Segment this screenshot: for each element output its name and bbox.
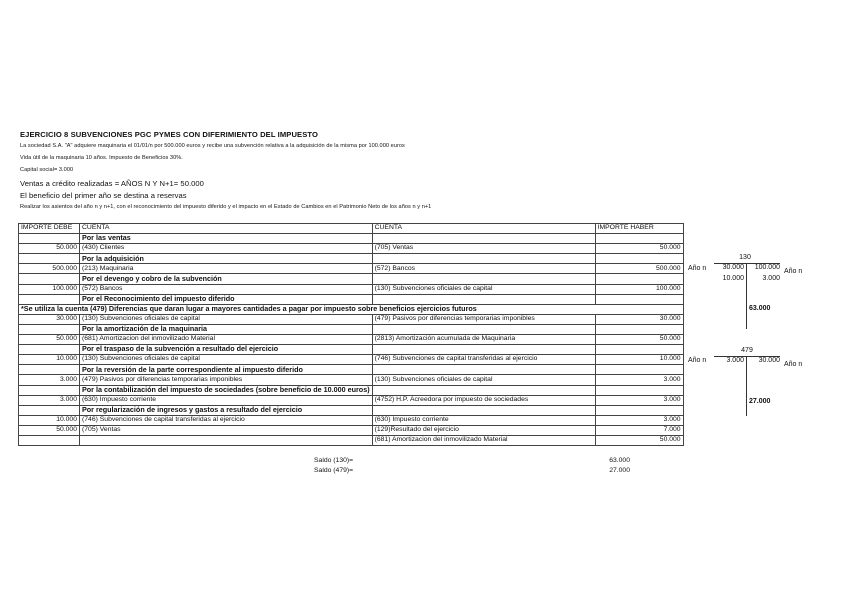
t-debit-value: 10.000 <box>722 275 744 282</box>
table-row <box>19 244 684 254</box>
cell-empty <box>595 234 683 244</box>
cell-empty <box>372 254 595 264</box>
cuenta-debe: (130) Subvenciones oficiales de capital <box>80 314 373 324</box>
section-title: Por la contabilización del impuesto de sociedades (sobre beneficio de 10.000 euros) <box>80 385 373 395</box>
section-title: Por el devengo y cobro de la subvención <box>80 274 373 284</box>
section-title: Por regularización de ingresos y gastos a resultado del ejercicio <box>80 405 373 415</box>
importe-debe: 30.000 <box>19 314 80 324</box>
cell-empty <box>19 294 80 304</box>
cell-empty <box>19 274 80 284</box>
cell-empty <box>372 405 595 415</box>
cuenta-debe: (430) Clientes <box>80 244 373 254</box>
section-row <box>19 324 684 334</box>
table-header-row <box>19 224 684 234</box>
cell-empty <box>595 405 683 415</box>
importe-haber: 7.000 <box>595 425 683 435</box>
t-credit-value: 100.000 <box>754 264 780 271</box>
cuenta-haber: (746) Subvenciones de capital transferidas al ejercicio <box>372 355 595 365</box>
cell-empty <box>372 274 595 284</box>
importe-haber: 3.000 <box>595 375 683 385</box>
saldo-130-value: 63.000 <box>609 457 630 464</box>
cuenta-haber: (2813) Amortización acumulada de Maquinaria <box>372 335 595 345</box>
table-row <box>19 375 684 385</box>
table-row <box>19 425 684 435</box>
section-row <box>19 274 684 284</box>
table-row <box>19 355 684 365</box>
header-importe-haber: IMPORTE HABER <box>595 224 683 234</box>
importe-debe: 50.000 <box>19 335 80 345</box>
table-row <box>19 264 684 274</box>
cell-empty <box>595 365 683 375</box>
table-row <box>19 395 684 405</box>
cell-empty <box>372 345 595 355</box>
saldo-479-value: 27.000 <box>609 467 630 474</box>
cuenta-debe: (705) Ventas <box>80 425 373 435</box>
importe-haber: 50.000 <box>595 335 683 345</box>
table-row <box>19 284 684 294</box>
cuenta-debe: (630) Impuesto corriente <box>80 395 373 405</box>
cell-empty <box>19 385 80 395</box>
importe-debe: 100.000 <box>19 284 80 294</box>
importe-debe: 50.000 <box>19 425 80 435</box>
cell-empty <box>19 324 80 334</box>
t-credit-value: 3.000 <box>762 275 780 282</box>
cuenta-haber: (130) Subvenciones oficiales de capital <box>372 284 595 294</box>
importe-debe: 10.000 <box>19 415 80 425</box>
saldo-479-label: Saldo (479)= <box>314 467 354 474</box>
cell-empty <box>595 385 683 395</box>
cell-empty <box>595 324 683 334</box>
cuenta-debe: (479) Pasivos por diferencias temporarias imponibles <box>80 375 373 385</box>
section-title: Por las ventas <box>80 234 373 244</box>
note-row <box>19 304 684 314</box>
importe-debe <box>19 435 80 445</box>
t-left-label: Año n <box>688 265 707 272</box>
t-account-divider <box>746 263 747 329</box>
intro-line-2: Vida útil de la maquinaria 10 años. Impuesto de Beneficios 30%. <box>20 155 183 161</box>
cell-empty <box>372 365 595 375</box>
t-right-label: Año n <box>784 361 803 368</box>
cell-empty <box>372 294 595 304</box>
importe-debe: 3.000 <box>19 395 80 405</box>
journal-table <box>18 223 684 446</box>
table-row <box>19 415 684 425</box>
importe-haber: 3.000 <box>595 415 683 425</box>
cuenta-haber: (479) Pasivos por diferencias temporarias imponibles <box>372 314 595 324</box>
cell-empty <box>19 234 80 244</box>
importe-haber: 50.000 <box>595 435 683 445</box>
importe-debe: 3.000 <box>19 375 80 385</box>
importe-haber: 100.000 <box>595 284 683 294</box>
cuenta-haber: (130) Subvenciones oficiales de capital <box>372 375 595 385</box>
header-importe-debe: IMPORTE DEBE <box>19 224 80 234</box>
section-row <box>19 365 684 375</box>
cell-empty <box>19 345 80 355</box>
cuenta-haber: (681) Amortizacion del inmovilizado Material <box>372 435 595 445</box>
t-debit-value: 30.000 <box>722 264 744 271</box>
intro-line-1: La sociedad S.A. "A" adquiere maquinaria el 01/01/n por 500.000 euros y recibe una subvención relativa a la adquisición de la misma por 100.000 euros <box>20 143 405 149</box>
section-row <box>19 385 684 395</box>
t-credit-value: 30.000 <box>758 357 780 364</box>
intro-line-6: Realizar los asientos del año n y n+1, con el reconocimiento del impuesto diferido y el impacto en el Estado de Cambios en el Patrimonio Neto de los años n y n+1 <box>20 204 432 210</box>
cuenta-debe: (130) Subvenciones oficiales de capital <box>80 355 373 365</box>
cell-empty <box>19 405 80 415</box>
cuenta-debe: (681) Amortizacion del inmovilizado Material <box>80 335 373 345</box>
t-balance: 27.000 <box>749 398 771 405</box>
cell-empty <box>595 345 683 355</box>
cuenta-haber: (4752) H.P. Acreedora por impuesto de sociedades <box>372 395 595 405</box>
cell-empty <box>595 294 683 304</box>
cell-empty <box>19 254 80 264</box>
t-account-code: 130 <box>739 254 751 261</box>
intro-line-3: Capital social= 3.000 <box>20 167 74 173</box>
t-right-label: Año n <box>784 268 803 275</box>
cuenta-debe: (746) Subvenciones de capital transferidas al ejercicio <box>80 415 373 425</box>
section-row <box>19 405 684 415</box>
cuenta-haber: (572) Bancos <box>372 264 595 274</box>
t-debit-value: 3.000 <box>726 357 744 364</box>
cell-empty <box>595 274 683 284</box>
saldo-130-label: Saldo (130)= <box>314 457 354 464</box>
section-title: Por la reversión de la parte correspondiente al impuesto diferido <box>80 365 373 375</box>
section-row <box>19 234 684 244</box>
note-text: *Se utiliza la cuenta (479) Diferencias que daran lugar a mayores cantidades a pagar por impuesto sobre beneficios ejercicios futuros <box>19 304 684 314</box>
importe-debe: 50.000 <box>19 244 80 254</box>
table-row <box>19 314 684 324</box>
cuenta-haber: (705) Ventas <box>372 244 595 254</box>
importe-haber: 50.000 <box>595 244 683 254</box>
page-title: EJERCICIO 8 SUBVENCIONES PGC PYMES CON DIFERIMIENTO DEL IMPUESTO <box>20 130 318 139</box>
section-title: Por la adquisición <box>80 254 373 264</box>
table-row <box>19 335 684 345</box>
section-title: Por el Reconocimiento del impuesto diferido <box>80 294 373 304</box>
section-row <box>19 254 684 264</box>
cell-empty <box>372 385 595 395</box>
cell-empty <box>372 234 595 244</box>
section-row <box>19 345 684 355</box>
t-balance: 63.000 <box>749 305 771 312</box>
cell-empty <box>372 324 595 334</box>
importe-haber: 500.000 <box>595 264 683 274</box>
cuenta-debe: (572) Bancos <box>80 284 373 294</box>
header-cuenta-debe: CUENTA <box>80 224 373 234</box>
table-row <box>19 435 684 445</box>
cuenta-haber: (129)Resultado del ejercicio <box>372 425 595 435</box>
header-cuenta-haber: CUENTA <box>372 224 595 234</box>
t-account-divider <box>746 356 747 416</box>
t-left-label: Año n <box>688 357 707 364</box>
importe-haber: 3.000 <box>595 395 683 405</box>
importe-haber: 10.000 <box>595 355 683 365</box>
cell-empty <box>595 254 683 264</box>
cell-empty <box>19 365 80 375</box>
intro-line-5: El beneficio del primer año se destina a reservas <box>20 191 187 200</box>
cuenta-debe <box>80 435 373 445</box>
importe-debe: 10.000 <box>19 355 80 365</box>
section-row <box>19 294 684 304</box>
cuenta-haber: (630) Impuesto corriente <box>372 415 595 425</box>
section-title: Por la amortización de la maquinaria <box>80 324 373 334</box>
cuenta-debe: (213) Maquinaria <box>80 264 373 274</box>
intro-line-4: Ventas a crédito realizadas = AÑOS N Y N+1= 50.000 <box>20 179 204 188</box>
section-title: Por el traspaso de la subvención a resultado del ejercicio <box>80 345 373 355</box>
importe-debe: 500.000 <box>19 264 80 274</box>
t-account-code: 479 <box>741 347 753 354</box>
importe-haber: 30.000 <box>595 314 683 324</box>
